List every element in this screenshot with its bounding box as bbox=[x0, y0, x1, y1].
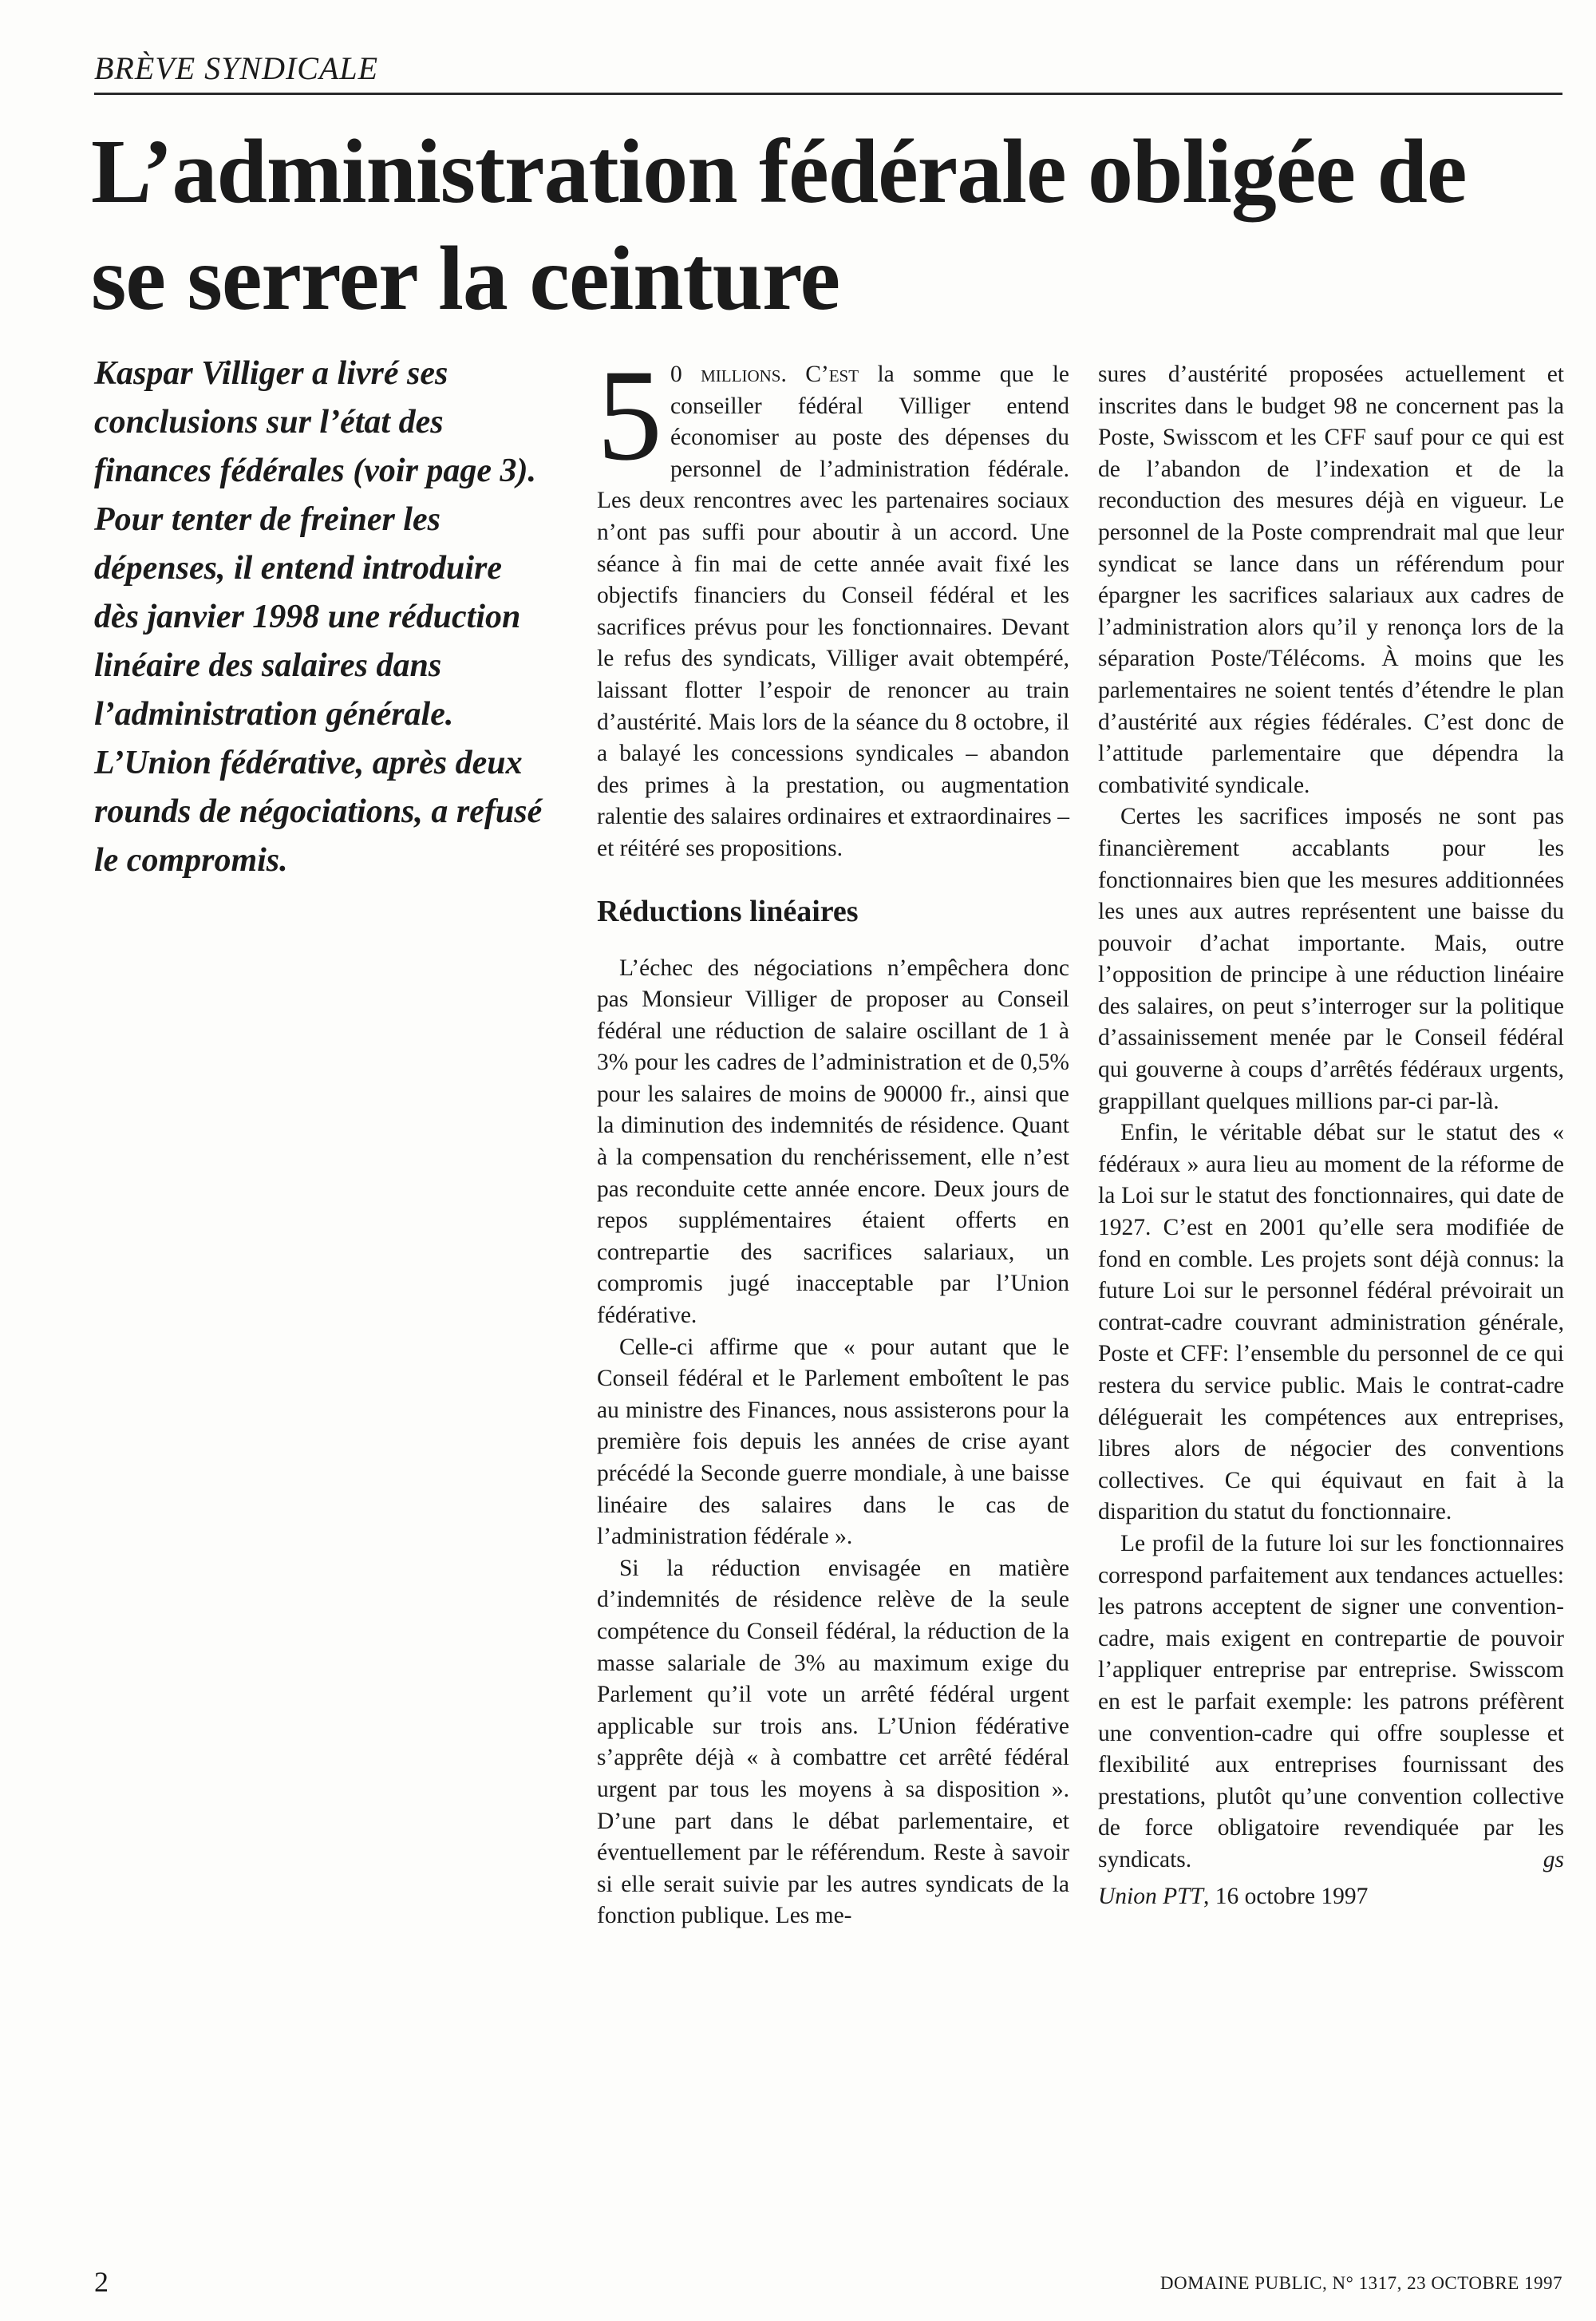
opening-text: la somme que le conseiller fédéral Villiger entend économiser au poste des dépenses du personnel de l’administration fédérale. Les deux rencontres avec les partenaires sociaux n’ont pas suffi pour aboutir à un accord. Une séance à fin mai de cette année avait fixé les objectifs financiers du Conseil fédéral et les sacrifices prévus pour les fonctionnaires. Devant le refus des syndicats, Villiger avait obtempéré, laissant flotter l’espoir de renoncer au train d’austérité. Mais lors de la séance du 8 octobre, il a balayé les concessions syndicales – abandon des primes à la prestation, ou augmentation ralentie des salaires ordinaires et extraordinaires – et réitéré ses propositions. bbox=[597, 362, 1069, 861]
paragraph: L’échec des négociations n’empêchera donc pas Monsieur Villiger de proposer au Conseil fédéral une réduction de salaire oscillant de 1 à 3% pour les cadres de l’administration et de 0,5% pour les salaires de moins de 90000 fr., ainsi que la diminution des indemnités de résidence. Quant à la compensation du renchérissement, elle n’est pas reconduite cette année encore. Deux jours de repos supplémentaires étaient offerts en contrepartie des sacrifices salariaux, un compromis jugé inacceptable par l’Union fédérative. bbox=[597, 955, 1069, 1329]
page-number: 2 bbox=[94, 2266, 109, 2298]
paragraph: Celle-ci affirme que « pour autant que le Conseil fédéral et le Parlement emboîtent le pas au ministre des Finances, nous assisterons pour la première fois depuis les années de crise ayant précédé la Seconde guerre mondiale, à une baisse linéaire des salaires dans le cas de l’administration fédérale ». bbox=[597, 1334, 1069, 1550]
paragraph: Si la réduction envisagée en matière d’indemnités de résidence relève de la seule compétence du Conseil fédéral, la réduction de la masse salariale de 3% au maximum exige du Parlement qu’il vote un arrêté fédéral urgent applicable sur trois ans. L’Union fédérative s’apprête déjà « à combattre cet arrêté fédéral urgent par tous les moyens à sa disposition ». D’une part dans le débat parlementaire, et éventuellement par le référendum. Reste à savoir si elle serait suivie par les autres syndicats de la fonction publique. Les me- bbox=[597, 1555, 1069, 1929]
kicker-divider bbox=[94, 93, 1562, 95]
paragraph-text: Le profil de la future loi sur les fonctionnaires correspond parfaitement aux tendances actuelles: les patrons acceptent de signer une convention-cadre, mais exigent en contrepartie de pouvoir l’appliquer entreprise par entreprise. Swisscom en est le parfait exemple: les patrons préfèrent une convention-cadre qui offre souplesse et flexibilité aux entreprises fournissant des prestations, plutôt qu’une convention collective de force obligatoire revendiquée par les syndicats. bbox=[1098, 1530, 1564, 1872]
source-date: , 16 octobre 1997 bbox=[1203, 1883, 1369, 1909]
drop-cap: 5 bbox=[597, 343, 662, 488]
source-publication: Union PTT bbox=[1098, 1883, 1203, 1909]
opening-smallcaps: 0 millions. C’est bbox=[670, 362, 859, 387]
source-credit bbox=[1098, 1881, 1564, 1913]
article-column-2 bbox=[1098, 359, 1564, 1912]
article-column-1 bbox=[597, 343, 1069, 1932]
paragraph-opening bbox=[597, 343, 1069, 865]
paragraph: Enfin, le véritable débat sur le statut des « fédéraux » aura lieu au moment de la réforme de la Loi sur le statut des fonctionnaires, qui date de 1927. C’est en 2001 qu’elle sera modifiée de fond en comble. Les projets sont déjà connus: la future Loi sur le personnel fédéral prévoirait un contrat-cadre couvrant administration générale, Poste et CFF: l’ensemble du personnel de ce qui restera du service public. Mais le contrat-cadre déléguerait les compétences aux entreprises, libres alors de négocier des conventions collectives. Ce qui équivaut en fait à la disparition du statut du fonctionnaire. bbox=[1098, 1120, 1564, 1525]
paragraph: sures d’austérité proposées actuellement et inscrites dans le budget 98 ne concernent pas la Poste, Swisscom et les CFF sauf pour ce qui est de l’abandon de l’indexation et de la reconduction des mesures déjà en vigueur. Le personnel de la Poste comprendrait mal que leur syndicat se lance dans un référendum pour épargner les sacrifices salariaux aux cadres de l’administration alors qu’il y renonça lors de la séparation Poste/Télécoms. À moins que les parlementaires ne soient tentés d’étendre le plan d’austérité aux régies fédérales. C’est donc de l’attitude parlementaire que dépendra la combativité syndicale. bbox=[1098, 362, 1564, 798]
section-kicker: BRÈVE SYNDICALE bbox=[94, 50, 379, 86]
subheading: Réductions linéaires bbox=[597, 894, 859, 928]
publication-footer: DOMAINE PUBLIC, N° 1317, 23 OCTOBRE 1997 bbox=[1159, 2273, 1562, 2293]
paragraph bbox=[1098, 1528, 1564, 1876]
article-headline: L’administration fédérale obligée de se serrer la ceinture bbox=[91, 121, 1467, 329]
paragraph: Certes les sacrifices imposés ne sont pas financièrement accablants pour les fonctionnaires bien que les mesures additionnées les unes aux autres représentent une baisse du pouvoir d’achat importante. Mais, outre l’opposition de principe à une réduction linéaire des salaires, on peut s’interroger sur la politique d’assainissement menée par le Conseil fédéral qui gouverne à coups d’arrêtés fédéraux urgents, grappillant quelques millions par-ci par-là. bbox=[1098, 804, 1564, 1114]
article-lead: Kaspar Villiger a livré ses conclusions sur l’état des finances fédérales (voir page 3). Pour tenter de freiner les dépenses, il entend introduire dès janvier 1998 une réduction linéaire des salaires dans l’administration générale. L’Union fédérative, après deux rounds de négociations, a refusé le compromis. bbox=[94, 355, 543, 879]
author-initials: gs bbox=[1543, 1846, 1564, 1872]
